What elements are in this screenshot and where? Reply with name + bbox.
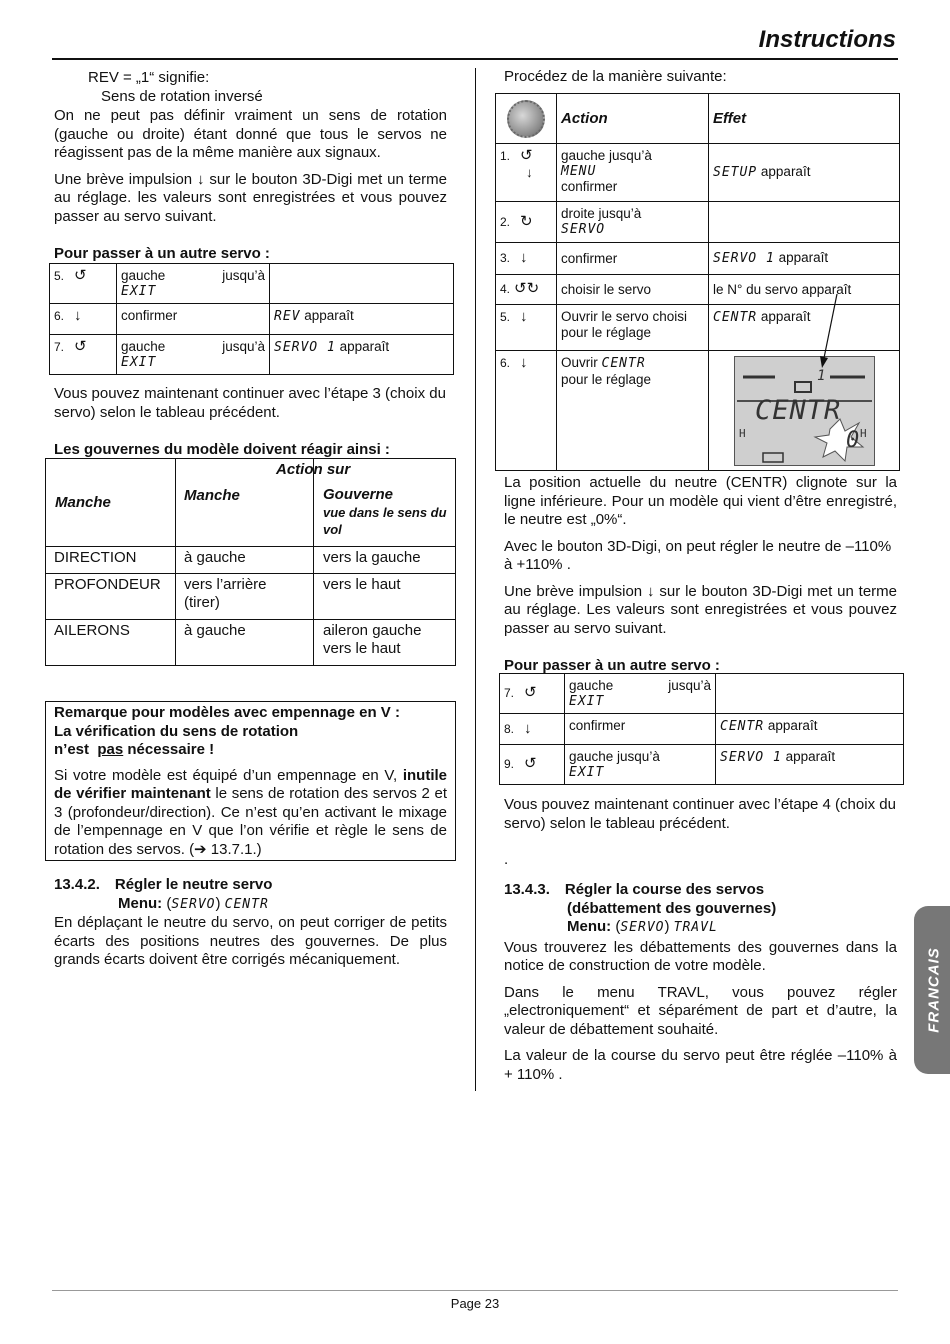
step-number: 5. — [500, 310, 511, 324]
action-text: Ouvrir le servo choisi pour le réglage — [557, 305, 709, 351]
effect-text: apparaît — [767, 718, 818, 733]
lcd-text: EXIT — [569, 693, 605, 709]
action-text: gauche jusqu’à — [569, 749, 660, 764]
lcd-servo-number: 1 — [817, 368, 827, 384]
step-number: 5. — [54, 269, 65, 283]
table-row — [46, 574, 456, 620]
lcd-text: SERVO 1 — [274, 340, 336, 355]
right-servo-table — [499, 673, 904, 785]
table-cell: PROFONDEUR — [46, 574, 176, 620]
lcd-text: REV — [274, 309, 301, 324]
lcd-text: CENTR — [224, 896, 269, 912]
rotate-both-icon: ↺↻ — [514, 280, 540, 298]
remark-text: n’est — [54, 741, 90, 758]
remark-bold: inutile de vérifier maintenant — [54, 766, 447, 802]
language-tab-label: FRANCAIS — [925, 947, 943, 1033]
right-para-4: Vous pouvez maintenant continuer avec l’étape 4 (choix du servo) selon le tableau précédent. — [504, 796, 896, 832]
table-row — [46, 620, 456, 666]
action-text: confirmer — [557, 243, 709, 275]
step-number: 3. — [500, 251, 511, 266]
table-row — [500, 745, 904, 785]
action-text: confirmer — [561, 179, 618, 194]
footer-rule — [52, 1290, 898, 1291]
effect-text: apparaît — [778, 250, 829, 266]
section-para-1: Vous trouverez les débattements des gouvernes dans la notice de construction de votre modèle. — [504, 938, 897, 974]
left-para-1: On ne peut pas définir vraiment un sens de rotation (gauche ou droite) étant donné que tous le servos ne réagissent pas de la même manière aux signaux. — [54, 107, 447, 161]
lcd-value: 0 — [846, 428, 861, 453]
header-gouverne-sub: vue dans le sens du vol — [323, 505, 447, 537]
language-tab — [914, 906, 950, 1074]
section-para-2: Dans le menu TRAVL, vous pouvez régler „electroniquement“ et séparément de part et d’autre, la valeur de débattement souhaité. — [504, 983, 897, 1038]
remark-text: le sens de rotation des servos 2 et 3 (profondeur/direction). Ce n’est qu’en activant le mixage de l’empennage en V que l’on vérifie et règle le sens de rotation des servos. (➔ 13.7.1.) — [54, 785, 447, 858]
dial-knob-icon — [507, 100, 545, 138]
header-manche-2: Manche — [184, 487, 240, 504]
lcd-text: EXIT — [569, 764, 605, 780]
table-row — [500, 714, 904, 745]
left-para-2: Une brève impulsion ↓ sur le bouton 3D-Digi met un terme au réglage. les valeurs sont enregistrées et vous pouvez passer au servo suivant. — [54, 170, 447, 225]
press-down-icon: ↓ — [74, 307, 82, 324]
remark-text: Si votre modèle est équipé d’un empennage en V, — [54, 766, 398, 784]
remark-text: nécessaire ! — [127, 741, 215, 758]
section-menu: Menu: (SERVO) TRAVL — [567, 918, 718, 935]
press-down-icon: ↓ — [520, 354, 528, 371]
section-number: 13.4.2. — [54, 876, 100, 893]
left-column — [54, 68, 447, 262]
action-text: confirmer — [121, 308, 178, 323]
remark-emphasis: pas — [97, 741, 124, 758]
lcd-text: SERVO 1 — [720, 750, 782, 765]
rev-note — [54, 68, 447, 106]
effect-text: apparaît — [760, 164, 811, 180]
left-servo-table — [49, 263, 454, 375]
lcd-text: TRAVL — [673, 920, 718, 935]
action-text: confirmer — [569, 718, 626, 733]
action-text: Ouvrir — [561, 355, 598, 370]
table-cell: vers la gauche — [314, 547, 456, 574]
left-heading-servo: Pour passer à un autre servo : — [54, 245, 270, 262]
section-title-2: (débattement des gouvernes) — [567, 899, 777, 917]
step-number: 9. — [504, 757, 515, 772]
right-heading-servo: Pour passer à un autre servo : — [504, 657, 720, 674]
table-row — [50, 304, 454, 335]
rotate-left-icon: ↺ — [520, 147, 533, 164]
table-cell: à gauche — [176, 620, 314, 666]
header-gouverne: Gouverne — [323, 486, 394, 503]
table-cell: aileron gauche vers le haut — [314, 620, 456, 666]
table-header-row — [46, 459, 456, 547]
section-menu: Menu: (SERVO) CENTR — [118, 894, 269, 912]
remark-title-3 — [54, 741, 447, 760]
step-number: 8. — [504, 721, 515, 736]
rev-line-1: REV = „1“ signifie: — [88, 69, 210, 86]
table-row — [496, 243, 900, 275]
step-number: 6. — [500, 356, 511, 370]
effect-text: le N° du servo apparaît — [709, 275, 900, 305]
rev-line-2: Sens de rotation inversé — [101, 88, 263, 105]
action-text: gauche — [121, 339, 166, 354]
lcd-text: SERVO — [620, 920, 665, 935]
press-down-icon: ↓ — [524, 719, 532, 737]
table-cell: vers le haut — [314, 574, 456, 620]
section-13-4-3 — [504, 881, 897, 1084]
lcd-text: SERVO — [561, 221, 606, 237]
header-manche: Manche — [46, 459, 176, 547]
lcd-text: CENTR — [713, 310, 758, 325]
step-number: 1. — [500, 149, 511, 163]
rotate-left-icon: ↺ — [74, 338, 87, 355]
header-action: Action — [557, 94, 709, 144]
left-heading-gouv: Les gouvernes du modèle doivent réagir ainsi : — [54, 441, 390, 458]
rotate-left-icon: ↺ — [524, 755, 537, 773]
stray-dot: . — [504, 851, 509, 868]
step-number: 6. — [54, 309, 65, 323]
remark-title-1: Remarque pour modèles avec empennage en V : — [54, 704, 400, 721]
action-text: jusqu’à — [222, 339, 265, 354]
table-row — [50, 264, 454, 304]
action-text: droite jusqu’à — [561, 206, 642, 221]
section-13-4-2 — [54, 876, 447, 970]
pointer-arrow — [812, 292, 842, 372]
page-title: Instructions — [758, 26, 896, 53]
effect-text: apparaît — [760, 309, 811, 324]
page-header — [52, 26, 898, 60]
step-number: 4. — [500, 282, 511, 297]
section-heading — [504, 881, 897, 900]
action-text: gauche — [569, 678, 614, 693]
rotate-left-icon: ↺ — [74, 267, 87, 284]
svg-text:H: H — [739, 427, 746, 440]
page-number: Page 23 — [450, 1296, 500, 1311]
menu-label: Menu: — [567, 918, 612, 935]
section-para-3: La valeur de la course du servo peut être réglée –110% à + 110% . — [504, 1047, 897, 1083]
left-lower-text — [54, 385, 447, 458]
section-title: Régler la course des servos — [564, 881, 765, 898]
procedure-table — [495, 93, 900, 471]
table-cell: DIRECTION — [46, 547, 176, 574]
action-text: choisir le servo — [557, 275, 709, 305]
table-cell: à gauche — [176, 547, 314, 574]
rotate-right-icon: ↻ — [520, 212, 533, 230]
lcd-text: EXIT — [121, 354, 157, 370]
right-para-1: La position actuelle du neutre (CENTR) clignote sur la ligne inférieure. Pour un modèle qui vient d’être enregistré, le neutre est „0%“. — [504, 474, 897, 528]
effect-text: apparaît — [339, 339, 390, 354]
action-text: gauche — [121, 268, 166, 283]
section-para: En déplaçant le neutre du servo, on peut corriger de petits écarts des positions neutres des gouvernes. De plus grands écarts doivent être corrigés mécaniquement. — [54, 914, 447, 968]
right-para-3: Une brève impulsion ↓ sur le bouton 3D-Digi met un terme au réglage. Les valeurs sont enregistrées et vous pouvez passer au servo suivant. — [504, 582, 897, 637]
section-heading — [54, 876, 447, 895]
table-header-row — [496, 94, 900, 144]
header-action-sur: Action sur — [276, 461, 351, 478]
table-row — [50, 335, 454, 375]
table-row — [496, 144, 900, 202]
section-title: Régler le neutre servo — [114, 876, 273, 893]
lcd-text: CENTR — [720, 719, 765, 734]
left-para-3: Vous pouvez maintenant continuer avec l’étape 3 (choix du servo) selon le tableau précédent. — [54, 385, 446, 421]
right-middle-text — [504, 474, 897, 674]
right-lower-text — [504, 796, 897, 868]
lcd-display — [734, 356, 875, 466]
effect-text: apparaît — [304, 308, 354, 323]
action-text: pour le réglage — [561, 371, 652, 387]
menu-label: Menu: — [118, 894, 163, 912]
gouvernes-table — [45, 458, 456, 666]
table-cell: vers l’arrière (tirer) — [176, 574, 314, 620]
step-number: 7. — [504, 686, 515, 701]
step-number: 2. — [500, 214, 511, 229]
svg-text:H: H — [860, 427, 867, 440]
action-text: jusqu’à — [222, 268, 265, 283]
lcd-text: EXIT — [121, 283, 157, 299]
remark-box — [45, 701, 456, 861]
column-divider — [475, 68, 476, 1091]
effect-text: apparaît — [785, 749, 836, 764]
table-row — [46, 547, 456, 574]
lcd-text: SETUP — [713, 165, 758, 181]
action-text: gauche jusqu’à — [561, 148, 652, 163]
table-cell: AILERONS — [46, 620, 176, 666]
press-down-icon: ↓ — [520, 308, 528, 325]
lcd-label: CENTR — [755, 395, 842, 426]
action-text: jusqu’à — [668, 678, 711, 693]
header-effet: Effet — [709, 94, 900, 144]
lcd-text: SERVO — [171, 896, 216, 912]
rotate-left-icon: ↺ — [524, 684, 537, 702]
press-down-icon: ↓ — [526, 164, 533, 180]
remark-title-2: La vérification du sens de rotation — [54, 722, 299, 740]
step-number: 7. — [54, 340, 65, 354]
section-number: 13.4.3. — [504, 881, 550, 898]
press-down-icon: ↓ — [520, 249, 528, 267]
lcd-text: MENU — [561, 163, 597, 179]
right-intro — [504, 68, 897, 85]
table-row — [500, 674, 904, 714]
remark-body — [54, 767, 447, 860]
lcd-text: SERVO 1 — [713, 251, 775, 267]
table-row — [496, 202, 900, 243]
right-para-2: Avec le bouton 3D-Digi, on peut régler le neutre de –110% à +110% . — [504, 537, 892, 573]
right-intro-text: Procédez de la manière suivante: — [504, 68, 727, 85]
lcd-text: CENTR — [601, 356, 646, 371]
